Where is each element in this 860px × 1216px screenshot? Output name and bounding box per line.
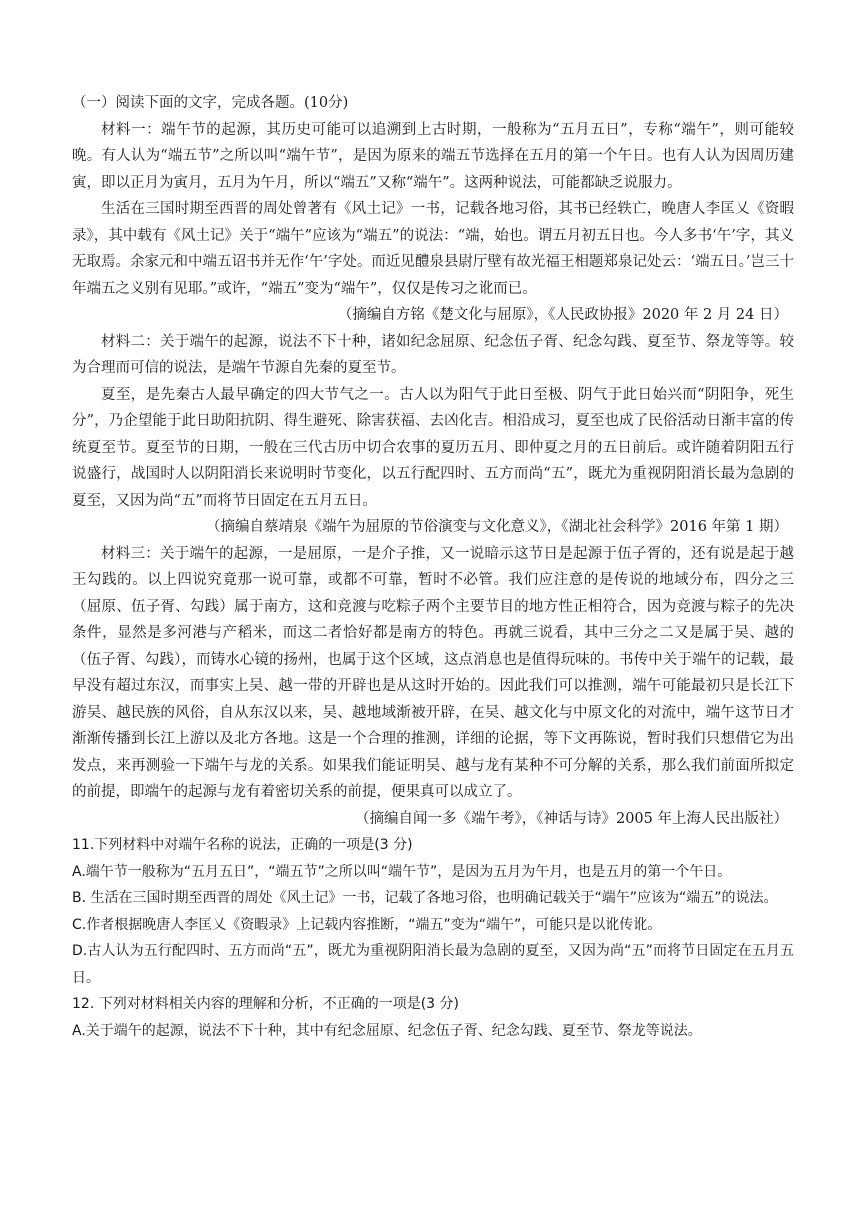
material1-paragraph2: 生活在三国时期至西晋的周处曾著有《风土记》一书，记载各地习俗，其书已经轶亡，晚唐人李匡乂《资暇录》，其中载有《风土记》关于“端午”应该为“端五”的说法：“端，始也。谓五月初五日也。今人多书‘午’字，其义无取焉。余家元和中端五诏书并无作‘午’字处。而近见醴泉县尉厅壁有故光福王相题郑泉记处云：‘端五日。’岂三十年端五之义别有见耶。”或许，“端五”变为“端午”，仅仅是传习之讹而已。 [72, 201, 794, 297]
material1-paragraph1: 材料一：端午节的起源，其历史可能可以追溯到上古时期，一般称为“五月五日”，专称“端午”，则可能较晚。有人认为“端五节”之所以叫“端午节”，是因为原来的端五节选择在五月的第一个午日。也有人认为因周历建寅，即以正月为寅月，五月为午月，所以“端五”又称“端午”。这两种说法，可能都缺乏说服力。 [72, 121, 794, 191]
question11-option-b: B. 生活在三国时期至西晋的周处《风土记》一书，记载了各地习俗，也明确记载关于“端午”应该为“端五”的说法。 [72, 890, 778, 906]
question11-stem: 11.下列材料中对端午名称的说法，正确的一项是(3 分) [72, 837, 413, 853]
question11-option-c: C.作者根据晚唐人李匡乂《资暇录》上记载内容推断，“端五”变为“端午”，可能只是以讹传讹。 [72, 916, 662, 933]
question12-stem: 12. 下列对材料相关内容的理解和分析，不正确的一项是(3 分) [72, 996, 459, 1012]
material2-source: （摘编自蔡靖泉《端午为屈原的节俗演变与文化意义》，《湖北社会科学》2016 年第 1 期） [206, 519, 788, 535]
question11-option-a: A.端午节一般称为“五月五日”，“端五节”之所以叫“端午节”，是因为五月为午月，也是五月的第一个午日。 [72, 863, 732, 880]
section-title: （一）阅读下面的文字，完成各题。(10分) [72, 95, 349, 111]
question12-option-a: A.关于端午的起源，说法不下十种，其中有纪念屈原、纪念伍子胥、纪念勾践、夏至节、祭龙等说法。 [72, 1022, 702, 1039]
material1-source: （摘编自方铭《楚文化与屈原》，《人民政协报》2020 年 2 月 24 日） [337, 307, 788, 323]
material2-paragraph1: 材料二：关于端午的起源，说法不下十种，诸如纪念屈原、纪念伍子胥、纪念勾践、夏至节、祭龙等等。较为合理而可信的说法，是端午节源自先秦的夏至节。 [72, 333, 794, 376]
material3-source: （摘编自闻一多《端午考》，《神话与诗》2005 年上海人民出版社） [354, 810, 788, 827]
material2-paragraph2: 夏至，是先秦古人最早确定的四大节气之一。古人以为阳气于此日至极、阴气于此日始兴而“阴阳争，死生分”，乃企望能于此日助阳抗阴、得生避死、除害获福、去凶化吉。相沿成习，夏至也成了民俗活动日渐丰富的传统夏至节。夏至节的日期，一般在三代古历中切合农事的夏历五月、即仲夏之月的五日前后。或许随着阴阳五行说盛行，战国时人以阴阳消长来说明时节变化，以五行配四时、五方而尚“五”，既尤为重视阴阳消长最为急剧的夏至，又因为尚“五”而将节日固定在五月五日。 [72, 386, 794, 509]
question11-option-d: D.古人认为五行配四时、五方而尚“五”，既尤为重视阴阳消长最为急剧的夏至，又因为尚“五”而将节日固定在五月五日。 [72, 943, 794, 986]
material3-paragraph1: 材料三：关于端午的起源，一是屈原，一是介子推，又一说暗示这节日是起源于伍子胥的，还有说是起于越王勾践的。以上四说究竟那一说可靠，或都不可靠，暂时不必管。我们应注意的是传说的地域分布，四分之三（屈原、伍子胥、勾践）属于南方，这和竞渡与吃粽子两个主要节目的地方性正相符合，因为竞渡与粽子的先决条件，显然是多河港与产稻米，而这二者恰好都是南方的特色。再就三说看，其中三分之二又是属于吴、越的（伍子胥、勾践），而铸水心镜的扬州，也属于这个区域，这点消息也是值得玩味的。书传中关于端午的记载，最早没有超过东汉，而事实上吴、越一带的开辟也是从这时开始的。因此我们可以推测，端午可能最初只是长江下游吴、越民族的风俗，自从东汉以来，吴、越地域渐被开辟，在吴、越文化与中原文化的对流中，端午这节日才渐渐传播到长江上游以及北方各地。这是一个合理的推测，详细的论据，等下文再陈说，暂时我们只想借它为出发点，来再测验一下端午与龙的关系。如果我们能证明吴、越与龙有某种不可分解的关系，那么我们前面所拟定的前提，即端午的起源与龙有着密切关系的前提，便果真可以成立了。 [72, 545, 794, 800]
reading-passage [72, 90, 794, 1044]
